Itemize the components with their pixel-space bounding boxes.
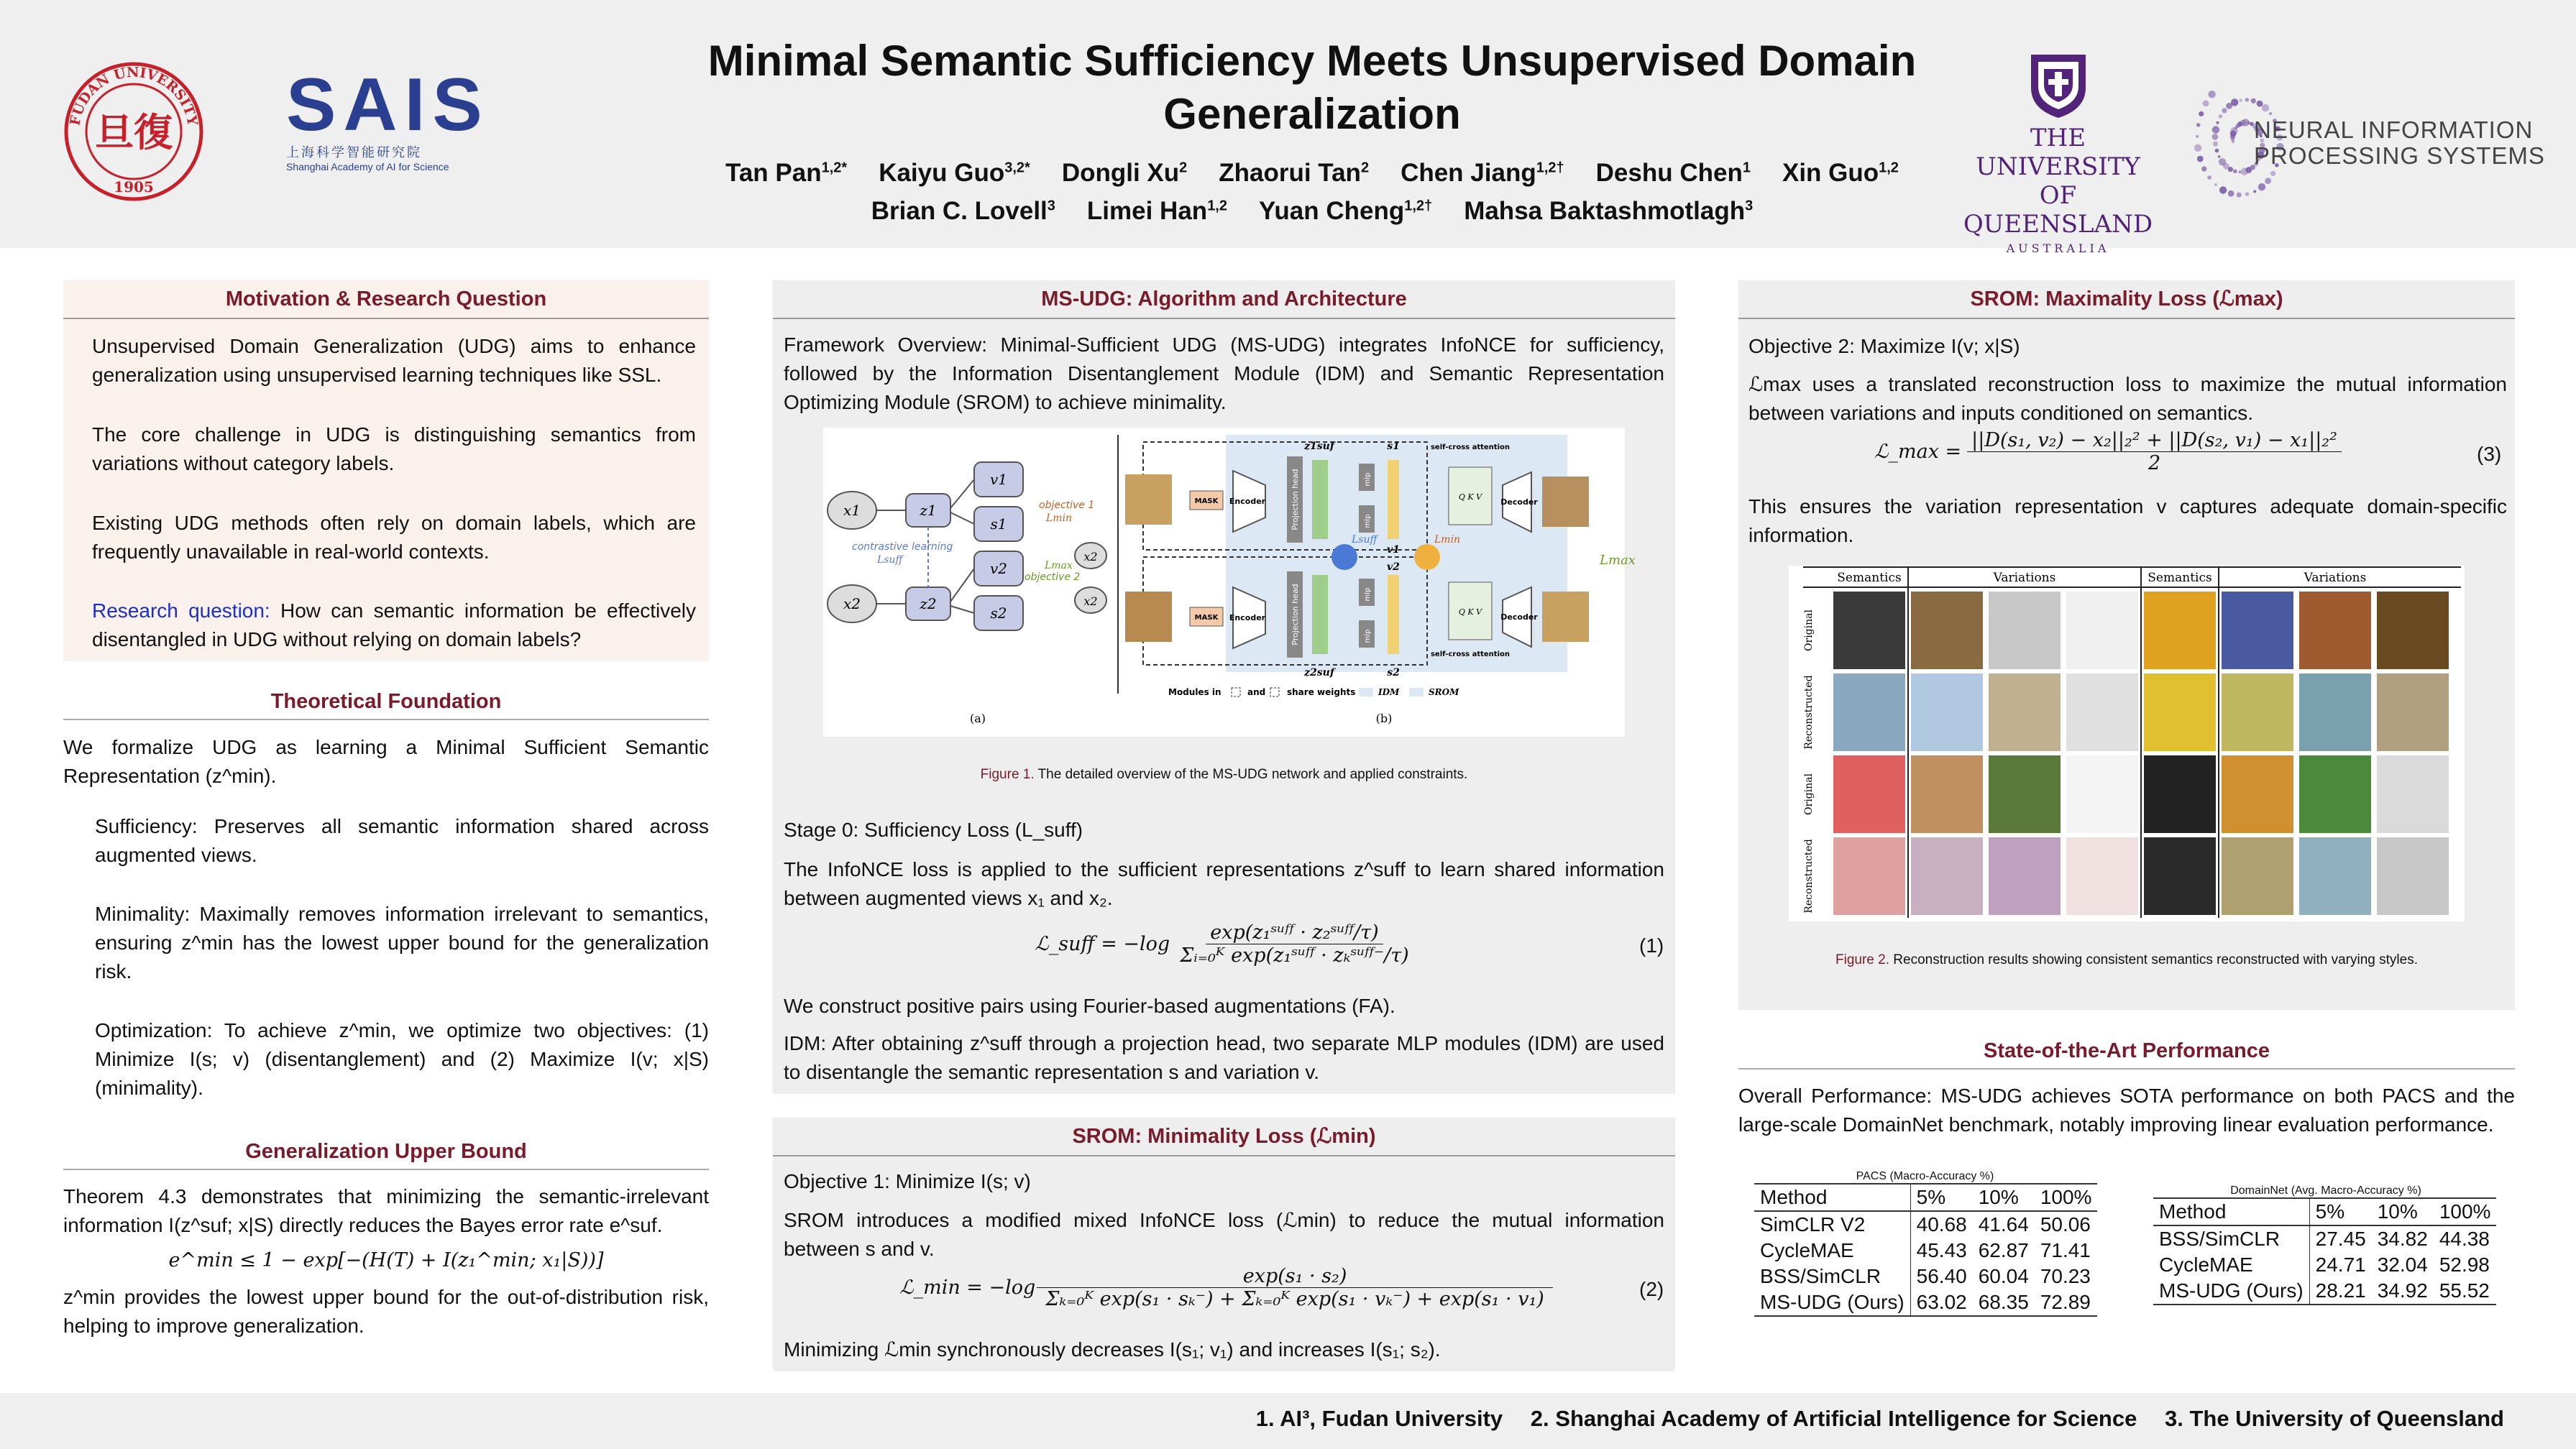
fudan-logo-name: FUDAN UNIVERSITY [67, 64, 201, 127]
table-cell: 27.45 [2315, 1228, 2366, 1250]
stage0-head: Stage 0: Sufficiency Loss (L_suff) [784, 819, 1083, 841]
figure-2-image-tile [2299, 755, 2371, 833]
figure-2-image-tile [1833, 673, 1905, 751]
figure-2-image-tile [1911, 837, 1983, 915]
neurips-dot [2240, 99, 2242, 102]
bound-equation: e^min ≤ 1 − exp[−(H(T) + I(z₁^min; x₁|S))] [168, 1249, 604, 1271]
affiliation-2: 2. Shanghai Academy of Artificial Intelligence for Science [1530, 1406, 2137, 1431]
fig-b-mlp-1: mlp [1364, 472, 1372, 487]
author-name: Tan Pan [725, 158, 822, 187]
fig-b-qkv-1: Q K V [1458, 492, 1482, 502]
motivation-p3: Existing UDG methods often rely on domain labels, which are frequently unavailable in real-world contexts. [92, 512, 696, 563]
figure-2-image-tile [2299, 592, 2371, 669]
motivation-p2: The core challenge in UDG is distinguishing semantics from variations without category labels. [92, 423, 696, 474]
neurips-dot [2237, 193, 2242, 198]
fig-b-lmax: Lmax [1600, 553, 1636, 568]
figure-1-diagram [823, 428, 1636, 737]
table-column-header: 100% [2434, 1198, 2497, 1225]
neurips-dot [2270, 171, 2275, 176]
figure-2 [1789, 566, 2465, 921]
neurips-dot [2233, 170, 2237, 174]
figure-2-image-tile [2066, 673, 2138, 751]
figure-2-image-tile [1833, 592, 1905, 669]
fig-a-contrastive: contrastive learning [852, 541, 953, 553]
author-affiliation-marker: 3 [1047, 198, 1055, 214]
eq2-numerator: exp(s₁ · s₂) [1037, 1265, 1553, 1288]
neurips-dot [2218, 155, 2221, 158]
figure-2-image-tile [1911, 592, 1983, 669]
figure-2-row-label: Original [1803, 610, 1815, 651]
eq3-numerator: ||D(s₁, v₂) − x₂||₂² + ||D(s₂, v₁) − x₁||₂² [1967, 429, 2342, 452]
figure-2-image-tile [2144, 755, 2216, 833]
figure-2-image-tile [1989, 673, 2061, 751]
figure-2-column-header: Semantics [1837, 571, 1902, 585]
fig-a-objective1: objective 1 [1039, 500, 1095, 511]
fig-b-z1: z1suf [1304, 441, 1334, 452]
fudan-logo-emblem: 旦復 [95, 109, 173, 155]
fig-b-legend-share: share weights [1287, 687, 1356, 697]
neurips-logo-line1: NEURAL INFORMATION [2254, 116, 2534, 143]
affiliation-3: 3. The University of Queensland [2164, 1406, 2504, 1431]
author-affiliation-marker: 3,2* [1004, 160, 1030, 175]
neurips-dot [2203, 101, 2209, 107]
algo-title: MS-UDG: Algorithm and Architecture [773, 280, 1675, 319]
sota-title: State-of-the-Art Performance [1738, 1034, 2515, 1070]
fig-a-node-v1: v1 [989, 471, 1008, 488]
author-name: Limei Han [1086, 197, 1208, 226]
author [1782, 159, 1899, 187]
table-cell: 50.06 [2040, 1213, 2091, 1236]
table-row [1754, 1264, 2097, 1289]
eq1-lhs: ℒ_suff = −log [1035, 933, 1170, 955]
neurips-logo-line2: PROCESSING SYSTEMS [2254, 142, 2545, 169]
neurips-dot [2215, 149, 2219, 153]
srom-max-title: SROM: Maximality Loss (ℒmax) [1738, 280, 2515, 319]
fig-b-encoder-1: Encoder [1229, 497, 1266, 506]
research-question [92, 597, 696, 654]
equation-2 [784, 1265, 1664, 1322]
table-row [1754, 1211, 2097, 1238]
author-row-2 [647, 190, 1977, 229]
table-row [2153, 1225, 2496, 1252]
author-affiliation-marker: 2 [1360, 160, 1370, 175]
author-list [647, 151, 1977, 228]
neurips-dot [2262, 104, 2269, 111]
figure-1-label: Figure 1. [980, 767, 1035, 782]
fig-b-decoder-1: Decoder [1500, 497, 1538, 507]
fig-b-label: (b) [1375, 712, 1393, 725]
sota-p1: Overall Performance: MS-UDG achieves SOTA performance on both PACS and the large-scale DomainNet benchmark, notably improving linear evaluation performance. [1738, 1085, 2515, 1136]
figure-2-image-tile [2144, 673, 2216, 751]
fig-a-node-x1: x1 [843, 502, 861, 519]
fig-b-mlp-2: mlp [1364, 514, 1372, 528]
neurips-dot [2196, 135, 2199, 138]
fig-b-mlp-4: mlp [1364, 629, 1372, 643]
neurips-dot [2245, 192, 2250, 196]
fig-b-self-cross-1: self-cross attention [1430, 443, 1511, 451]
author-affiliation-marker: 3 [1745, 198, 1754, 214]
stage0-p1: The InfoNCE loss is applied to the sufficient representations z^suff to learn shared information between augmented views x₁ and x₂. [784, 858, 1664, 909]
neurips-logo [2186, 66, 2545, 217]
fig-a-lsuff: Lsuff [877, 554, 903, 566]
neurips-dot [2197, 156, 2204, 162]
fig-b-self-cross-2: self-cross attention [1430, 650, 1511, 658]
fig-b-legend-srom: SROM [1429, 687, 1459, 697]
eq3-denominator: 2 [2148, 452, 2161, 474]
table-cell: 71.41 [2040, 1239, 2091, 1261]
table-cell: SimCLR V2 [1754, 1211, 1910, 1238]
neurips-dot [2217, 121, 2219, 124]
author [879, 159, 1030, 187]
pacs-table [1754, 1183, 2097, 1317]
author-name: Yuan Cheng [1259, 197, 1405, 226]
figure-2-image-tile [2299, 673, 2371, 751]
author-affiliation-marker: 1,2* [821, 160, 848, 175]
table-cell: MS-UDG (Ours) [2153, 1278, 2309, 1305]
author-row-1 [647, 151, 1977, 190]
table-cell: 55.52 [2434, 1278, 2497, 1305]
figure-2-caption [1738, 952, 2515, 968]
fig-b-decoder-2: Decoder [1500, 612, 1538, 622]
table-column-header: 10% [2372, 1198, 2434, 1225]
bound-p1: Theorem 4.3 demonstrates that minimizing the semantic-irrelevant information I(z^suf; x|S) directly reduces the Bayes error rate e^suf. [63, 1185, 709, 1236]
table-cell: 70.23 [2040, 1265, 2091, 1287]
figure-2-image-tile [1911, 755, 1983, 833]
figure-2-image-tile [2299, 837, 2371, 915]
fig-b-lsuff: Lsuff [1352, 534, 1378, 546]
figure-2-image-tile [2377, 592, 2449, 669]
figure-2-image-tile [2377, 837, 2449, 915]
table-cell: 34.92 [2372, 1278, 2434, 1305]
author-name: Mahsa Baktashmotlagh [1464, 197, 1746, 226]
equation-3 [1748, 429, 2467, 487]
fig-b-projection-1: Projection head [1291, 469, 1300, 530]
author-affiliation-marker: 1,2 [1207, 198, 1227, 214]
eq1-denominator: Σᵢ₌₀ᴷ exp(z₁ˢᵘᶠᶠ · zₖˢᵘᶠᶠ⁻/τ) [1180, 944, 1409, 967]
neurips-dot [2241, 168, 2248, 175]
stage0-p2: We construct positive pairs using Fourier-based augmentations (FA). [784, 995, 1395, 1017]
eq2-number: (2) [1639, 1278, 1664, 1300]
fig-a-objective2: objective 2 [1025, 571, 1081, 583]
figure-2-image-tile [1989, 755, 2061, 833]
figure-2-image-tile [2066, 592, 2138, 669]
fig-a-node-z2: z2 [920, 595, 937, 612]
uq-crest-icon [2028, 52, 2089, 119]
eq2-lhs: ℒ_min = −log [899, 1276, 1036, 1299]
fig-b-mask-2: MASK [1194, 614, 1219, 622]
bound-title: Generalization Upper Bound [63, 1134, 709, 1170]
neurips-dot [2238, 170, 2241, 173]
research-question-text: How can semantic information be effectively disentangled in UDG without relying on domain labels? [92, 599, 696, 650]
theory-minimality: Minimality: Maximally removes information irrelevant to semantics, ensuring z^min has the lowest upper bound for the generalization risk. [95, 903, 709, 983]
figure-2-image-tile [2222, 592, 2293, 669]
table-column-header: Method [2153, 1198, 2309, 1225]
objective-1: Objective 1: Minimize I(s; v) [784, 1170, 1031, 1192]
figure-2-caption-text: Reconstruction results showing consistent semantics reconstructed with varying styles. [1893, 952, 2418, 967]
domainnet-table [2153, 1197, 2496, 1305]
fig-b-encoder-2: Encoder [1229, 613, 1266, 622]
table-cell: 56.40 [1916, 1265, 1967, 1287]
table-cell: BSS/SimCLR [2153, 1225, 2309, 1252]
neurips-dot [2196, 123, 2201, 127]
table-cell: 68.35 [1973, 1289, 2035, 1316]
figure-2-image-tile [2222, 837, 2293, 915]
research-question-label: Research question: [92, 599, 270, 622]
neurips-dot [2228, 190, 2234, 197]
author [1596, 159, 1751, 187]
table-cell: 41.64 [1978, 1213, 2029, 1236]
author [725, 159, 847, 187]
srom-min-title: SROM: Minimality Loss (ℒmin) [773, 1118, 1675, 1156]
fig-b-lmin: Lmin [1434, 534, 1461, 546]
table-cell: BSS/SimCLR [1754, 1264, 1910, 1289]
srom-min-p2: Minimizing ℒmin synchronously decreases I(s₁; v₁) and increases I(s₁; s₂). [784, 1338, 1441, 1361]
fig-b-s2: s2 [1387, 667, 1400, 678]
theory-title: Theoretical Foundation [63, 684, 709, 720]
title-line-1: Minimal Semantic Sufficiency Meets Unsupervised Domain [707, 37, 1917, 85]
fig-b-v1: v1 [1387, 544, 1400, 556]
eq3-number: (3) [2477, 443, 2502, 465]
neurips-dot [2245, 98, 2250, 102]
table-row [1754, 1289, 2097, 1316]
table-column-header: Method [1754, 1184, 1910, 1211]
author-affiliation-marker: 2 [1179, 160, 1188, 175]
fig-a-node-x2-out: x2 [1083, 550, 1098, 564]
fudan-logo-year: 1905 [114, 178, 154, 196]
figure-2-column-header: Variations [1993, 571, 2056, 585]
bound-p2: z^min provides the lowest upper bound for the out-of-distribution risk, helping to improve generalization. [63, 1286, 709, 1337]
uq-logo-line2: OF QUEENSLAND [1963, 181, 2153, 239]
figure-2-image-tile [1989, 837, 2061, 915]
neurips-dot [2212, 126, 2219, 133]
table-column-header: 100% [2035, 1184, 2098, 1211]
theory-sufficiency: Sufficiency: Preserves all semantic information shared across augmented views. [95, 815, 709, 866]
author [1259, 197, 1432, 225]
figure-2-image-tile [1833, 837, 1905, 915]
figure-2-image-tile [2066, 837, 2138, 915]
figure-2-image-tile [2377, 673, 2449, 751]
figure-2-image-tile [1911, 673, 1983, 751]
fig-a-node-x2: x2 [843, 595, 861, 612]
table-column-header: 5% [1910, 1184, 1973, 1211]
eq1-numerator: exp(z₁ˢᵘᶠᶠ · z₂ˢᵘᶠᶠ/τ) [1206, 921, 1383, 944]
neurips-dot [2199, 111, 2204, 116]
fig-a-lmax: Lmax [1045, 560, 1073, 571]
neurips-dot [2265, 178, 2271, 184]
sais-logo [286, 63, 502, 172]
figure-2-image-tile [2144, 837, 2216, 915]
table-cell: CycleMAE [2153, 1252, 2309, 1278]
fig-b-mask-1: MASK [1194, 497, 1219, 505]
domainnet-caption: DomainNet (Avg. Macro-Accuracy %) [2230, 1184, 2421, 1197]
title-line-2: Generalization [1163, 90, 1461, 138]
fig-b-legend-idm: IDM [1378, 687, 1400, 697]
author [1464, 197, 1753, 225]
figure-1-caption-text: The detailed overview of the MS-UDG network and applied constraints. [1037, 767, 1468, 782]
author-affiliation-marker: 1,2 [1879, 160, 1899, 175]
fig-a-node-z1: z1 [920, 502, 937, 519]
fig-a-label: (a) [969, 712, 986, 725]
table-cell: 34.82 [2377, 1228, 2428, 1250]
figure-2-grid [1789, 566, 2465, 921]
affiliations [1234, 1406, 2504, 1432]
author-affiliation-marker: 1,2† [1536, 160, 1564, 175]
fig-b-legend-modules: Modules in [1168, 687, 1221, 697]
table-cell: 45.43 [1916, 1239, 1967, 1261]
figure-1-caption [773, 767, 1675, 783]
author-name: Zhaorui Tan [1219, 158, 1361, 187]
figure-2-image-tile [2144, 592, 2216, 669]
author [1062, 159, 1187, 187]
table-cell: 32.04 [2377, 1254, 2428, 1276]
fig-b-mlp-3: mlp [1364, 587, 1372, 602]
fig-a-node-x2-out-b: x2 [1083, 594, 1098, 608]
table-cell: 72.89 [2035, 1289, 2098, 1316]
pacs-caption: PACS (Macro-Accuracy %) [1856, 1170, 1994, 1182]
neurips-dot [2213, 142, 2218, 147]
eq1-number: (1) [1639, 934, 1664, 957]
author-name: Brian C. Lovell [871, 197, 1048, 226]
fig-a-node-s2: s2 [990, 604, 1007, 622]
neurips-dot [2219, 158, 2226, 165]
table-column-header: 10% [1973, 1184, 2035, 1211]
equation-1 [784, 921, 1664, 979]
author [1087, 197, 1227, 225]
framework-overview: Framework Overview: Minimal-Sufficient UDG (MS-UDG) integrates InfoNCE for sufficiency, followed by the Information Disentanglement Module (IDM) and Semantic Representation Optimizing Module (SROM) to achieve minimality. [784, 334, 1664, 413]
fig-b-z2: z2suf [1304, 667, 1334, 678]
neurips-dot [2247, 121, 2250, 124]
author-affiliation-marker: 1,2† [1404, 198, 1433, 214]
neurips-dot [2219, 186, 2227, 193]
figure-2-label: Figure 2. [1835, 952, 1889, 967]
fig-a-node-s1: s1 [990, 515, 1007, 533]
table-cell: 24.71 [2315, 1254, 2366, 1276]
author-name: Xin Guo [1782, 158, 1879, 187]
stage0-p3: IDM: After obtaining z^suff through a projection head, two separate MLP modules (IDM) are used to disentangle the semantic representation s and variation v. [784, 1032, 1664, 1083]
table-column-header: 5% [2309, 1198, 2372, 1225]
theory-optimization: Optimization: To achieve z^min, we optimize two objectives: (1) Minimize I(s; v) (disentanglement) and (2) Maximize I(v; x|S) (minimality). [95, 1019, 709, 1099]
author-name: Kaiyu Guo [879, 158, 1005, 187]
neurips-dot [2219, 114, 2223, 119]
fig-b-s1: s1 [1387, 441, 1400, 452]
figure-2-column-header: Semantics [2148, 571, 2212, 585]
fig-b-v2: v2 [1387, 561, 1400, 573]
table-cell: CycleMAE [1754, 1238, 1910, 1264]
eq2-denominator: Σₖ₌₀ᴷ exp(s₁ · sₖ⁻) + Σₖ₌₀ᴷ exp(s₁ · vₖ⁻) + exp(s₁ · v₁) [1045, 1288, 1544, 1310]
neurips-dot [2251, 98, 2256, 104]
table-cell: 52.98 [2439, 1254, 2490, 1276]
eq3-lhs: ℒ_max = [1874, 441, 1962, 463]
figure-2-image-tile [1989, 592, 2061, 669]
figure-2-row-label: Original [1803, 773, 1815, 815]
srom-max-p2: This ensures the variation representation v captures adequate domain-specific information. [1748, 495, 2507, 546]
neurips-dot [2208, 91, 2215, 98]
neurips-dot [2257, 101, 2263, 107]
table-row [1754, 1238, 2097, 1264]
fig-b-qkv-2: Q K V [1458, 607, 1482, 617]
figure-2-image-tile [1833, 755, 1905, 833]
figure-2-image-tile [2222, 755, 2293, 833]
motivation-title: Motivation & Research Question [63, 280, 709, 319]
sais-logo-en: Shanghai Academy of AI for Science [286, 161, 449, 172]
figure-2-column-header: Variations [2304, 571, 2367, 585]
neurips-dot [2212, 134, 2219, 140]
objective-2: Objective 2: Maximize I(v; x|S) [1748, 335, 2020, 357]
table-cell: MS-UDG (Ours) [1754, 1289, 1910, 1316]
table-cell: 62.87 [1978, 1239, 2029, 1261]
figure-2-image-tile [2377, 755, 2449, 833]
poster-title [611, 34, 2013, 141]
table-cell: 63.02 [1910, 1289, 1973, 1316]
motivation-p1: Unsupervised Domain Generalization (UDG) aims to enhance generalization using unsupervised learning techniques like SSL. [92, 335, 696, 386]
author [1401, 159, 1564, 187]
table-cell: 60.04 [1978, 1265, 2029, 1287]
sais-logo-wordmark: SAIS [286, 63, 490, 147]
table-cell: 40.68 [1916, 1213, 1967, 1236]
sais-logo-cn: 上海科学智能研究院 [286, 145, 422, 160]
table-row [2153, 1278, 2496, 1305]
fig-b-legend-and: and [1247, 687, 1266, 697]
neurips-dot [2207, 175, 2211, 180]
author-name: Deshu Chen [1595, 158, 1743, 187]
author-affiliation-marker: 1 [1742, 160, 1751, 175]
srom-min-p1: SROM introduces a modified mixed InfoNCE loss (ℒmin) to reduce the mutual information between s and v. [784, 1209, 1664, 1260]
figure-2-image-tile [2222, 673, 2293, 751]
neurips-dot [2214, 183, 2217, 186]
uq-logo [1959, 52, 2157, 255]
uq-logo-line1: THE UNIVERSITY [1976, 124, 2140, 181]
neurips-dot [2258, 183, 2265, 190]
fig-a-node-v2: v2 [989, 560, 1008, 577]
neurips-dot [2194, 144, 2201, 152]
fig-b-projection-2: Projection head [1291, 584, 1300, 645]
table-row [2153, 1252, 2496, 1278]
author-name: Chen Jiang [1401, 158, 1536, 187]
srom-max-p1: ℒmax uses a translated reconstruction loss to maximize the mutual information between variations and inputs conditioned on semantics. [1748, 373, 2507, 424]
neurips-dot [2201, 166, 2206, 171]
author [1219, 159, 1369, 187]
affiliation-1: 1. AI³, Fudan University [1255, 1406, 1503, 1431]
neurips-dot [2269, 112, 2272, 115]
uq-logo-line3: AUSTRALIA [2006, 242, 2110, 255]
figure-2-row-label: Reconstructed [1803, 675, 1815, 750]
figure-1 [823, 428, 1636, 737]
neurips-dot [2222, 108, 2227, 113]
table-cell: 28.21 [2309, 1278, 2372, 1305]
neurips-dot [2231, 98, 2238, 106]
author [871, 197, 1055, 225]
author-name: Dongli Xu [1061, 158, 1180, 187]
table-cell: 44.38 [2439, 1228, 2490, 1250]
theory-intro: We formalize UDG as learning a Minimal Sufficient Semantic Representation (z^min). [63, 736, 709, 787]
fudan-university-logo [63, 61, 204, 202]
figure-2-row-label: Reconstructed [1803, 839, 1815, 914]
figure-2-image-tile [2066, 755, 2138, 833]
neurips-dot [2253, 190, 2256, 193]
fig-a-lmin: Lmin [1046, 512, 1073, 524]
